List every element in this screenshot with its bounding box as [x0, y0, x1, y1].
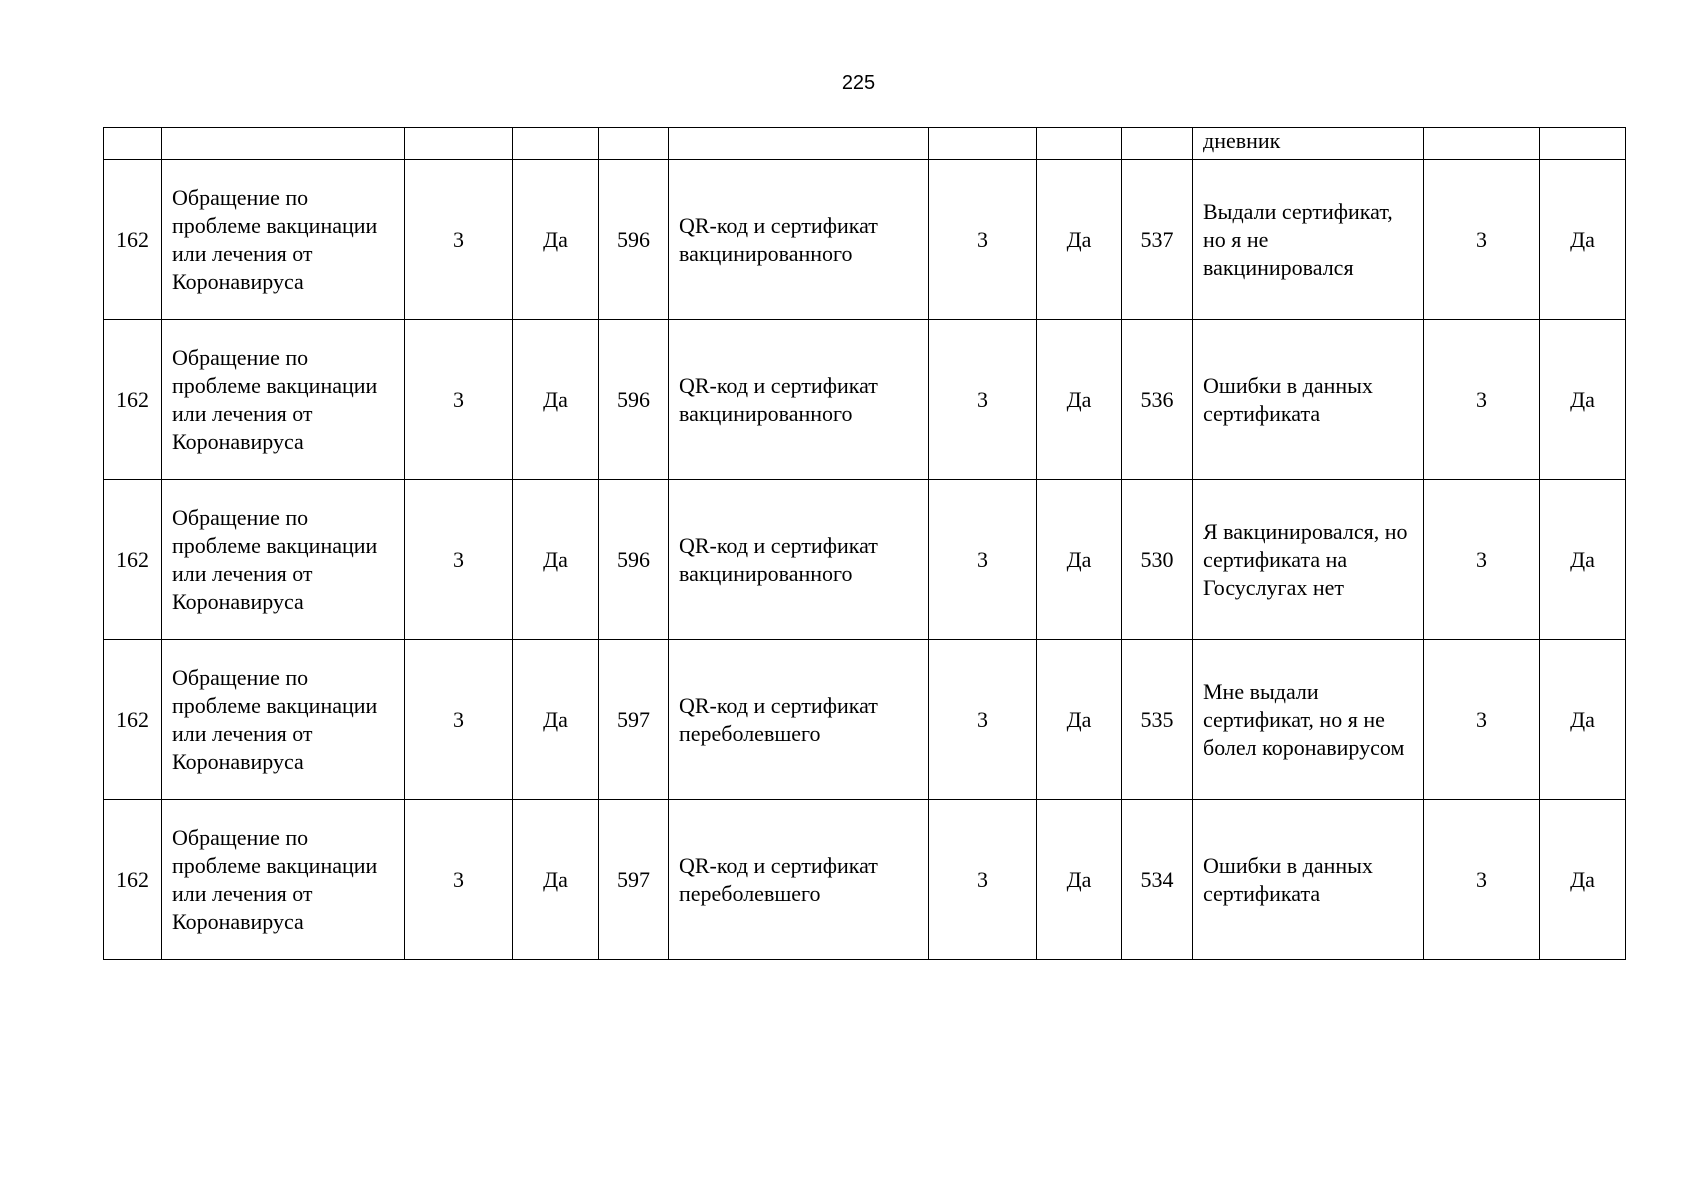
table-row — [104, 640, 1626, 800]
cell-id: 162 — [104, 480, 162, 640]
cell-level: 3 — [1424, 320, 1540, 480]
cell-code: 535 — [1122, 640, 1193, 800]
table-cell-continuation-text: дневник — [1193, 128, 1424, 160]
cell-level: 3 — [929, 800, 1037, 960]
cell-flag: Да — [1037, 800, 1122, 960]
cell-flag: Да — [1037, 640, 1122, 800]
cell-code: 536 — [1122, 320, 1193, 480]
cell-code: 537 — [1122, 160, 1193, 320]
table-cell — [599, 128, 669, 160]
cell-id: 162 — [104, 320, 162, 480]
cell-level: 3 — [1424, 160, 1540, 320]
data-table — [103, 127, 1626, 960]
cell-category: Обращение по проблеме вакцинации или лечения от Коронавируса — [162, 480, 405, 640]
table-cell — [669, 128, 929, 160]
cell-topic: QR-код и сертификат переболевшего — [669, 640, 929, 800]
cell-flag: Да — [513, 640, 599, 800]
cell-code: 597 — [599, 640, 669, 800]
cell-flag: Да — [1037, 320, 1122, 480]
cell-subtopic: Я вакцинировался, но сертификата на Госуслугах нет — [1193, 480, 1424, 640]
cell-level: 3 — [405, 640, 513, 800]
cell-code: 596 — [599, 480, 669, 640]
cell-level: 3 — [929, 320, 1037, 480]
table-row — [104, 160, 1626, 320]
cell-level: 3 — [929, 480, 1037, 640]
table-cell — [1424, 128, 1540, 160]
cell-category: Обращение по проблеме вакцинации или лечения от Коронавируса — [162, 320, 405, 480]
cell-flag: Да — [513, 320, 599, 480]
table-cell — [1122, 128, 1193, 160]
table-cell — [162, 128, 405, 160]
table-cell — [929, 128, 1037, 160]
cell-flag: Да — [1540, 640, 1626, 800]
cell-flag: Да — [1037, 160, 1122, 320]
cell-flag: Да — [513, 480, 599, 640]
table-row — [104, 480, 1626, 640]
cell-flag: Да — [1540, 800, 1626, 960]
table-cell — [513, 128, 599, 160]
cell-flag: Да — [1540, 320, 1626, 480]
cell-category: Обращение по проблеме вакцинации или лечения от Коронавируса — [162, 160, 405, 320]
cell-subtopic: Выдали сертификат, но я не вакцинировался — [1193, 160, 1424, 320]
cell-id: 162 — [104, 800, 162, 960]
cell-subtopic: Ошибки в данных сертификата — [1193, 320, 1424, 480]
cell-flag: Да — [1037, 480, 1122, 640]
table-cell — [104, 128, 162, 160]
cell-subtopic: Мне выдали сертификат, но я не болел коронавирусом — [1193, 640, 1424, 800]
table-row — [104, 800, 1626, 960]
cell-topic: QR-код и сертификат переболевшего — [669, 800, 929, 960]
table-row — [104, 320, 1626, 480]
page-number: 225 — [841, 72, 876, 94]
cell-level: 3 — [1424, 640, 1540, 800]
cell-code: 530 — [1122, 480, 1193, 640]
cell-flag: Да — [513, 160, 599, 320]
cell-category: Обращение по проблеме вакцинации или лечения от Коронавируса — [162, 800, 405, 960]
cell-flag: Да — [513, 800, 599, 960]
cell-code: 596 — [599, 320, 669, 480]
cell-level: 3 — [405, 800, 513, 960]
cell-id: 162 — [104, 640, 162, 800]
cell-code: 596 — [599, 160, 669, 320]
cell-level: 3 — [929, 160, 1037, 320]
cell-code: 534 — [1122, 800, 1193, 960]
cell-level: 3 — [405, 480, 513, 640]
cell-category: Обращение по проблеме вакцинации или лечения от Коронавируса — [162, 640, 405, 800]
cell-level: 3 — [1424, 480, 1540, 640]
table-cell — [1037, 128, 1122, 160]
cell-id: 162 — [104, 160, 162, 320]
cell-topic: QR-код и сертификат вакцинированного — [669, 480, 929, 640]
cell-code: 597 — [599, 800, 669, 960]
table-cell — [1540, 128, 1626, 160]
cell-topic: QR-код и сертификат вакцинированного — [669, 320, 929, 480]
table-cell — [405, 128, 513, 160]
table-row-continuation — [104, 128, 1626, 160]
cell-level: 3 — [929, 640, 1037, 800]
cell-level: 3 — [1424, 800, 1540, 960]
cell-subtopic: Ошибки в данных сертификата — [1193, 800, 1424, 960]
cell-level: 3 — [405, 320, 513, 480]
cell-flag: Да — [1540, 160, 1626, 320]
cell-level: 3 — [405, 160, 513, 320]
cell-topic: QR-код и сертификат вакцинированного — [669, 160, 929, 320]
cell-flag: Да — [1540, 480, 1626, 640]
